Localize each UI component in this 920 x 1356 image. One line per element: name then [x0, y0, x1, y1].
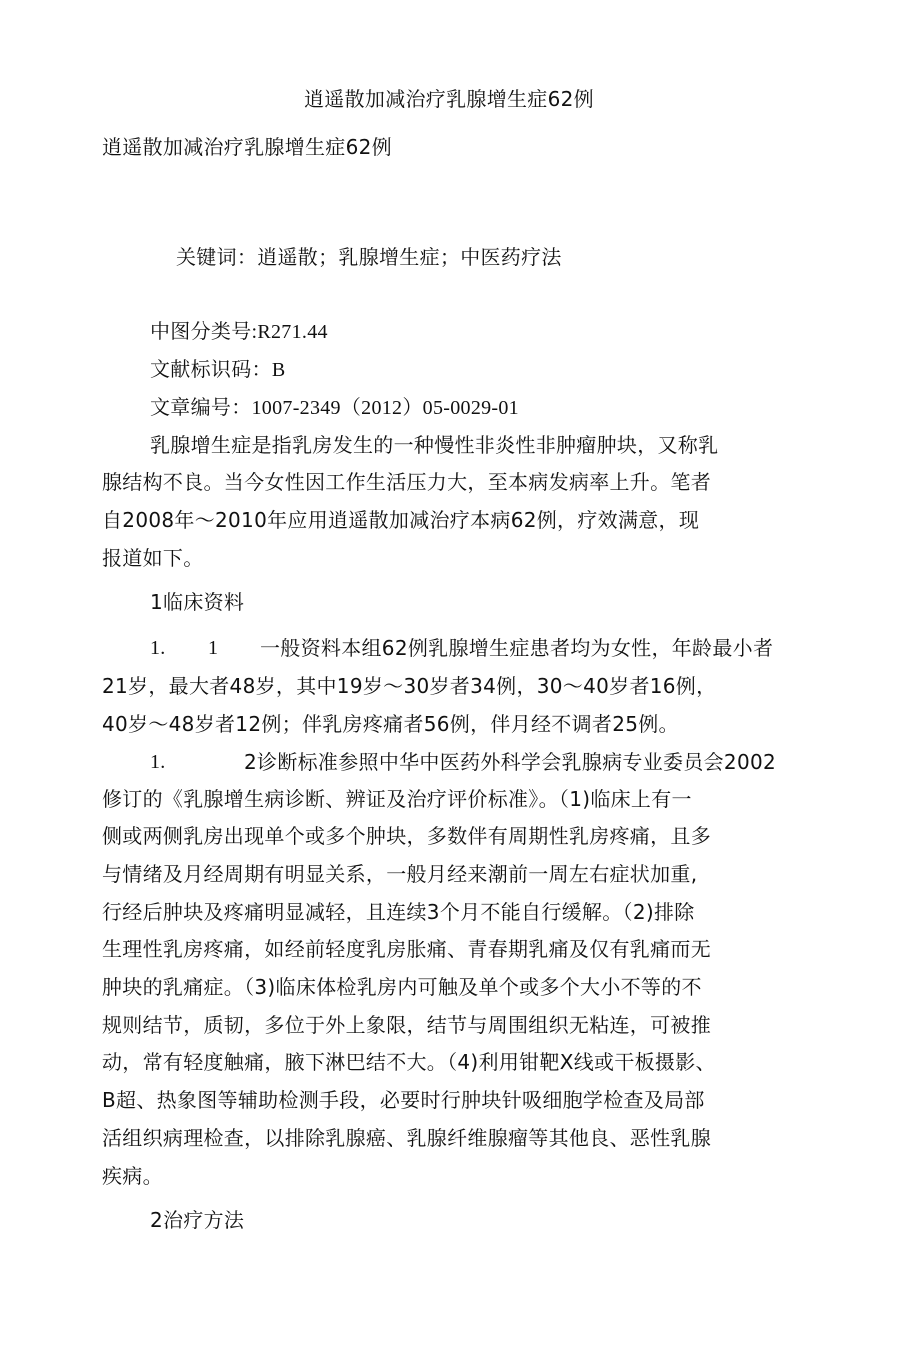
paragraph-line: 生理性乳房疼痛，如经前轻度乳房胀痛、青春期乳痛及仅有乳痛而无: [102, 937, 711, 961]
clc-number: [150, 318, 328, 345]
paragraph-line: 与情绪及月经周期有明显关系，一般月经来潮前一周左右症状加重,: [102, 862, 698, 886]
running-header: 逍遥散加减治疗乳腺增生症62例: [304, 87, 594, 111]
article-no-value: 1007-2349（2012）05-0029-01: [251, 397, 519, 419]
paragraph-line: 21岁，最大者48岁，其中19岁～30岁者34例，30～40岁者16例，: [102, 674, 717, 698]
section-1-heading: 1临床资料: [150, 590, 245, 614]
subsection-number: 1.: [150, 751, 166, 773]
keywords: 关键词：逍遥散；乳腺增生症；中医药疗法: [176, 245, 562, 269]
clc-label: 中图分类号: [150, 319, 252, 343]
doc-code-label: 文献标识码：: [150, 357, 272, 381]
doc-code-value: B: [271, 359, 286, 381]
document-code: [150, 356, 285, 383]
paragraph-line: 肿块的乳痛症。（3)临床体检乳房内可触及单个或多个大小不等的不: [102, 975, 702, 999]
section-2-heading: 2治疗方法: [150, 1208, 245, 1232]
article-no-label: 文章编号：: [150, 395, 252, 419]
clc-value: :R271.44: [251, 321, 328, 343]
subsection-number: 1: [208, 637, 219, 659]
paragraph-line: 疾病。: [102, 1164, 163, 1188]
paragraph-line: 2诊断标准参照中华中医药外科学会乳腺病专业委员会2002: [244, 750, 777, 774]
article-number: [150, 394, 519, 421]
intro-line: 腺结构不良。当今女性因工作生活压力大，至本病发病率上升。笔者: [102, 470, 711, 494]
paragraph-line: 40岁～48岁者12例；伴乳房疼痛者56例，伴月经不调者25例。: [102, 712, 679, 736]
subsection-number: 1.: [150, 637, 166, 659]
article-title: 逍遥散加减治疗乳腺增生症62例: [102, 135, 392, 159]
paragraph-line: 规则结节，质韧，多位于外上象限，结节与周围组织无粘连，可被推: [102, 1013, 711, 1037]
paragraph-line: 动，常有轻度触痛，腋下淋巴结不大。（4)利用钳靶X线或干板摄影、: [102, 1050, 716, 1074]
intro-line: 自2008年～2010年应用逍遥散加减治疗本病62例，疗效满意，现: [102, 508, 700, 532]
paragraph-line: 侧或两侧乳房出现单个或多个肿块，多数伴有周期性乳房疼痛，且多: [102, 824, 711, 848]
paragraph-line: 活组织病理检查，以排除乳腺癌、乳腺纤维腺瘤等其他良、恶性乳腺: [102, 1126, 711, 1150]
intro-line: 乳腺增生症是指乳房发生的一种慢性非炎性非肿瘤肿块，又称乳: [150, 433, 719, 457]
paragraph-line: 行经后肿块及疼痛明显减轻，且连续3个月不能自行缓解。（2)排除: [102, 900, 695, 924]
paragraph-line: B超、热象图等辅助检测手段，必要时行肿块针吸细胞学检查及局部: [102, 1088, 705, 1112]
paragraph-line: 一般资料本组62例乳腺增生症患者均为女性，年龄最小者: [260, 636, 774, 660]
paragraph-line: 修订的《乳腺增生病诊断、辨证及治疗评价标准》。（1)临床上有一: [102, 787, 692, 811]
intro-line: 报道如下。: [102, 546, 204, 570]
